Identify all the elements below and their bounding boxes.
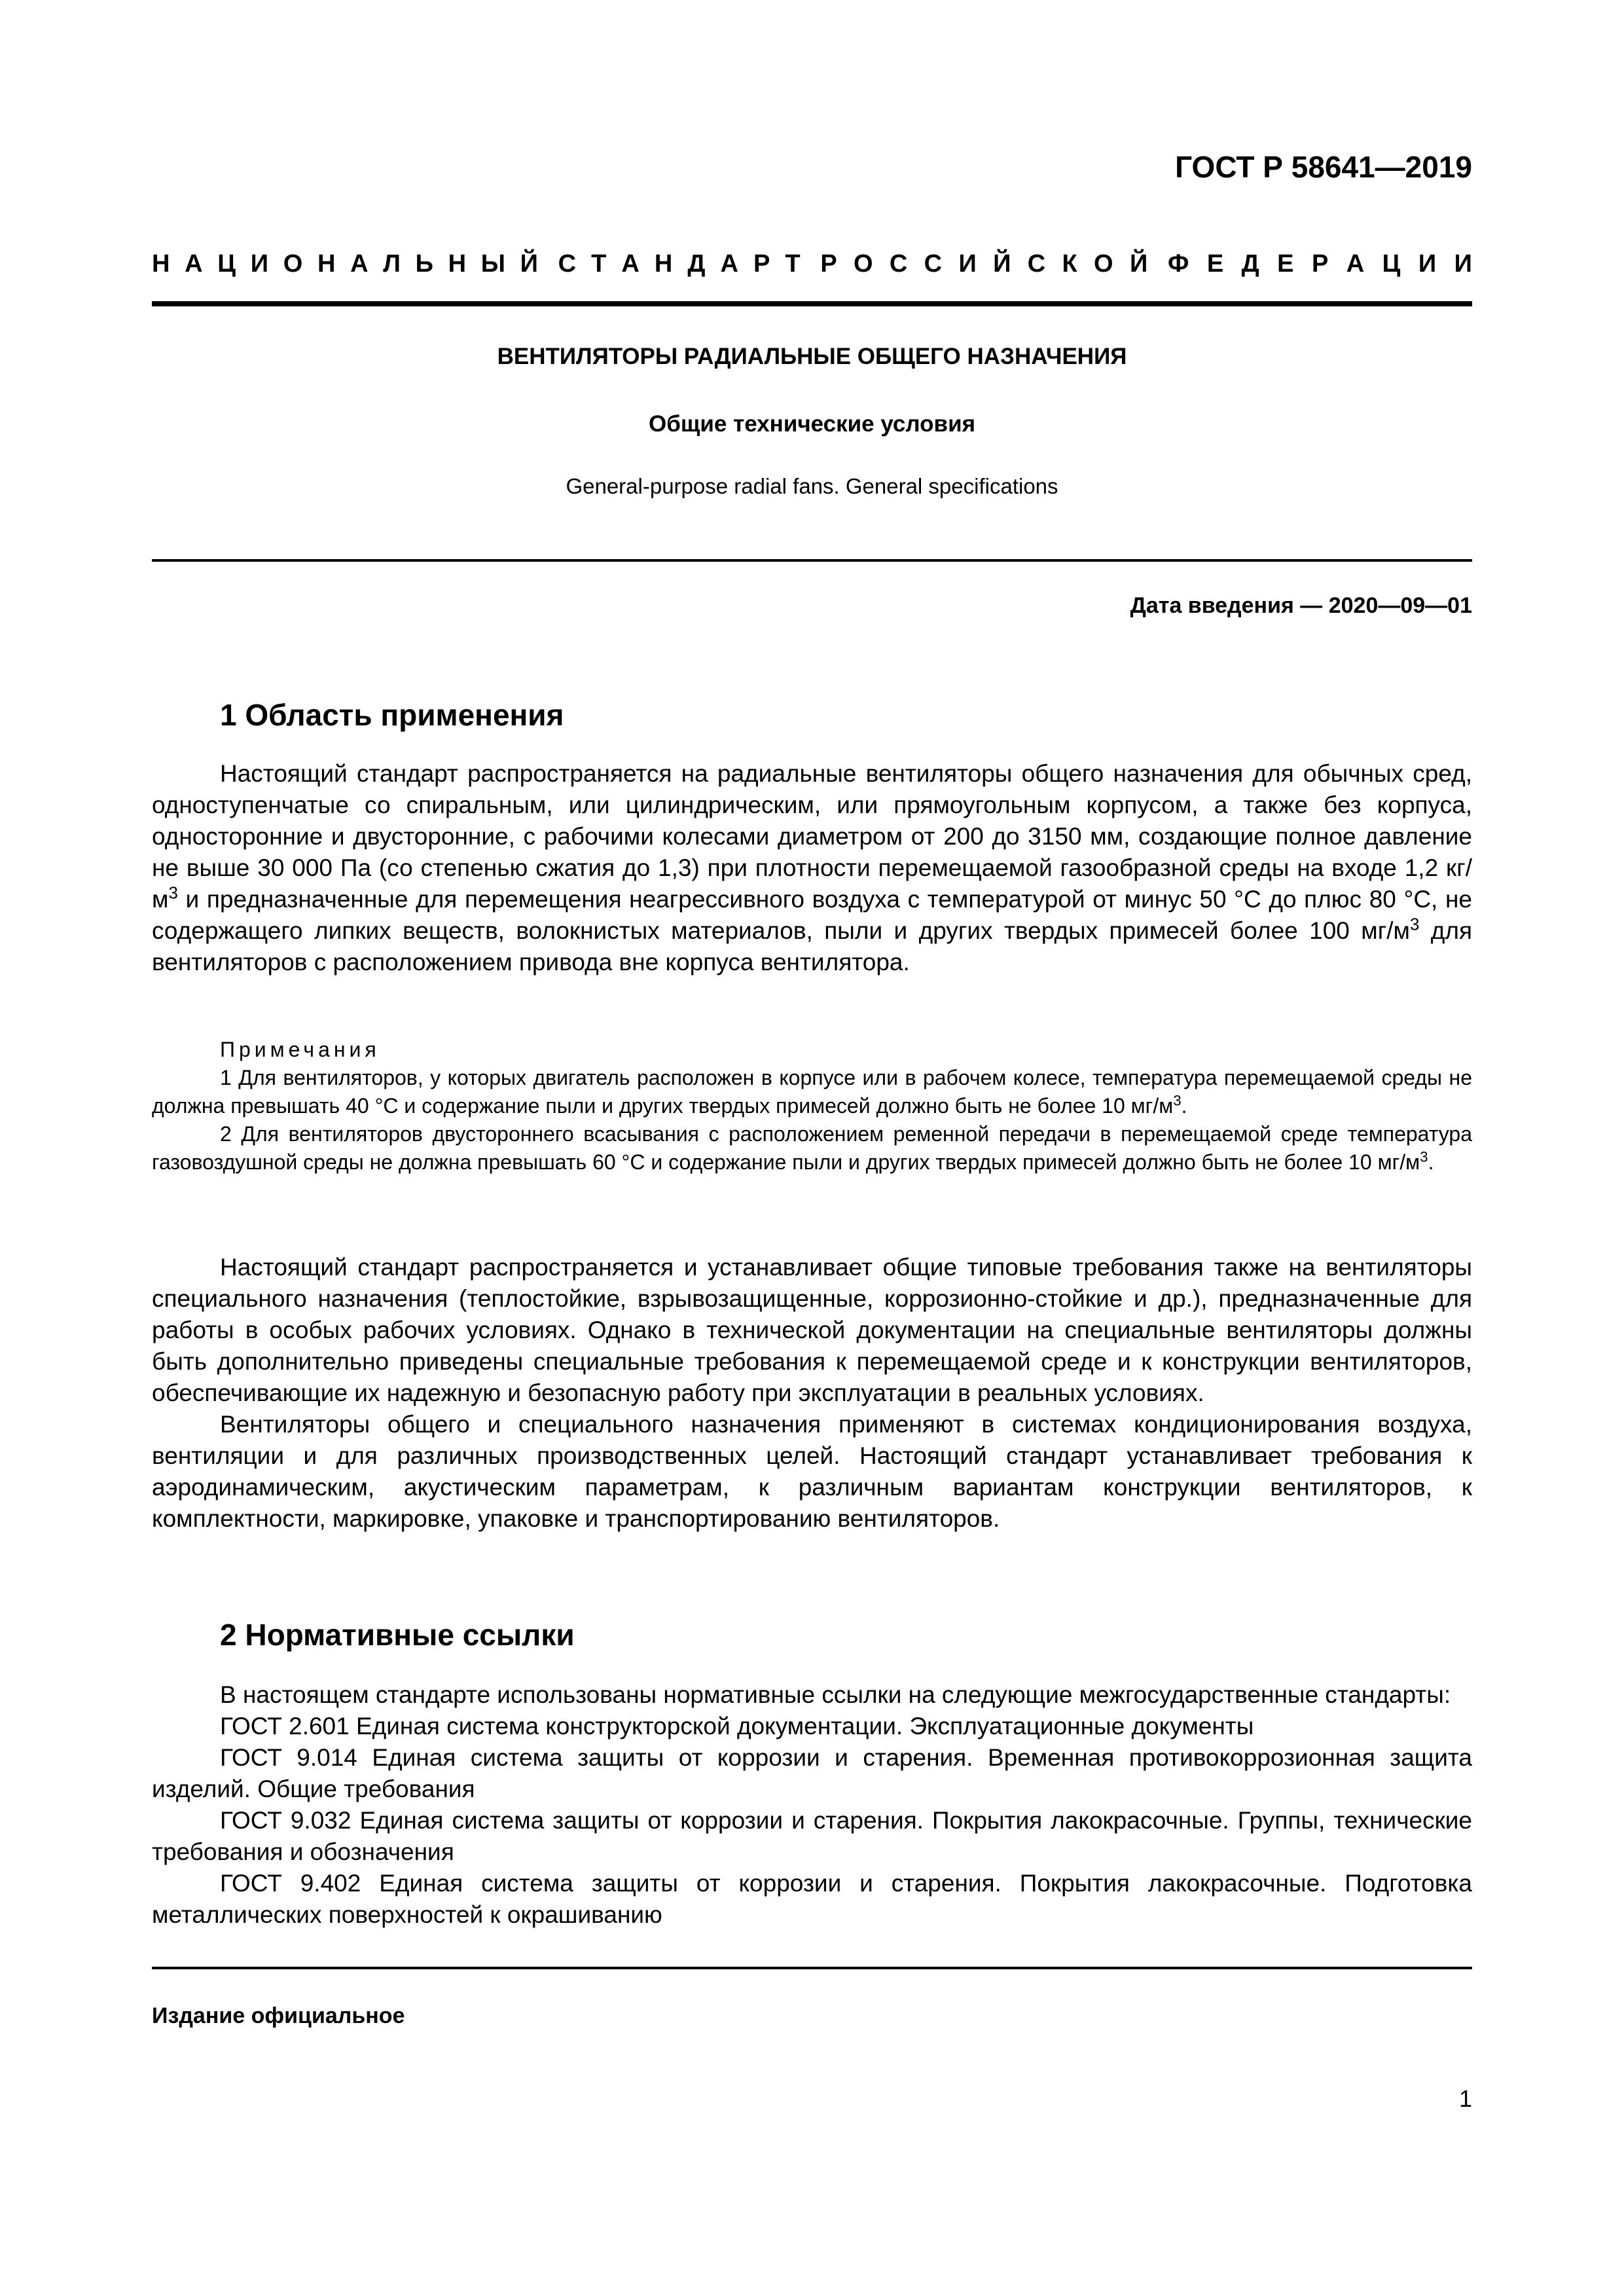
banner-letter: Ф <box>1167 250 1189 278</box>
page-number: 1 <box>1458 2085 1472 2112</box>
standard-code: ГОСТ Р 58641—2019 <box>1175 150 1472 184</box>
banner-letter: А <box>185 250 203 278</box>
superscript: 3 <box>1409 915 1420 934</box>
banner-letter: Н <box>152 250 170 278</box>
text-run: . <box>1181 1094 1187 1118</box>
banner-letter: Д <box>687 250 706 278</box>
banner-letter: Т <box>785 250 801 278</box>
banner-letter: И <box>958 250 977 278</box>
banner-letter: Ы <box>480 250 505 278</box>
note-2 <box>152 1120 1472 1176</box>
banner-letter: Ц <box>217 250 236 278</box>
banner-letter: Й <box>520 250 538 278</box>
section-1-notes <box>152 1036 1472 1176</box>
banner-letter: А <box>621 250 640 278</box>
banner-letter: Е <box>1206 250 1224 278</box>
superscript: 3 <box>1173 1092 1182 1109</box>
official-edition-label: Издание официальное <box>152 2003 405 2028</box>
reference-item: ГОСТ 9.014 Единая система защиты от коррозии и старения. Временная противокоррозионная защита изделий. Общие требования <box>152 1744 1472 1802</box>
section-1-paragraph-2: Настоящий стандарт распространяется и устанавливает общие типовые требования также на вентиляторы специального назначения (теплостойкие, взрывозащищенные, коррозионно-стойкие и др.), предназначенные для работы в особых рабочих условиях. Однако в технической документации на специальные вентиляторы должны быть дополнительно приведены специальные требования к перемещаемой среде и к конструкции вентиляторов, обеспечивающие их надежную и безопасную работу при эксплуатации в реальных условиях. <box>152 1254 1472 1406</box>
paragraph-text <box>152 758 1472 978</box>
banner-letter: С <box>889 250 908 278</box>
introduction-date: Дата введения — 2020—09—01 <box>1130 593 1472 618</box>
title-divider <box>152 559 1472 562</box>
section-1-heading: 1 Область применения <box>220 698 564 732</box>
banner-letter: Н <box>448 250 467 278</box>
footer-divider <box>152 1967 1472 1969</box>
banner-letter: Д <box>1241 250 1259 278</box>
banner-letter: И <box>1454 250 1472 278</box>
reference-item: ГОСТ 9.032 Единая система защиты от коррозии и старения. Покрытия лакокрасочные. Группы, технические требования и обозначения <box>152 1807 1472 1865</box>
section-2-heading: 2 Нормативные ссылки <box>220 1618 575 1652</box>
text-run: . <box>1428 1150 1434 1174</box>
banner-letter: Ц <box>1382 250 1401 278</box>
section-1-body <box>152 1252 1472 1535</box>
banner-word <box>820 250 1147 278</box>
banner-letter: Й <box>1129 250 1148 278</box>
document-title: ВЕНТИЛЯТОРЫ РАДИАЛЬНЫЕ ОБЩЕГО НАЗНАЧЕНИЯ <box>497 344 1127 369</box>
banner-letter: С <box>924 250 943 278</box>
banner-letter: К <box>1062 250 1077 278</box>
reference-item: ГОСТ 2.601 Единая система конструкторской документации. Эксплуатационные документы <box>220 1713 1254 1740</box>
banner-letter: Р <box>1311 250 1329 278</box>
section-2-intro: В настоящем стандарте использованы нормативные ссылки на следующие межгосударственные стандарты: <box>220 1681 1451 1708</box>
banner-letter: О <box>283 250 303 278</box>
superscript: 3 <box>168 884 178 903</box>
text-run: 1 Для вентиляторов, у которых двигатель расположен в корпусе или в рабочем колесе, температура перемещаемой среды не должна превышать 40 °С и содержание пыли и других твердых примесей должно быть не более 10 мг/м <box>152 1066 1472 1118</box>
banner-letter: И <box>250 250 269 278</box>
banner-word <box>1168 250 1472 278</box>
header-divider <box>152 301 1472 306</box>
banner-letter: С <box>558 250 577 278</box>
banner-letter: О <box>854 250 873 278</box>
banner-letter: О <box>1094 250 1113 278</box>
text-run: для вентиляторов с расположением привода вне корпуса вентилятора. <box>152 917 1472 975</box>
note-1 <box>152 1064 1472 1120</box>
banner-letter: Й <box>993 250 1011 278</box>
notes-heading: Примечания <box>220 1038 380 1061</box>
text-run: и предназначенные для перемещения неагрессивного воздуха с температурой от минус 50 °С до плюс 80 °С, не содержащего липких веществ, волокнистых материалов, пыли и других твердых примесей более 100 мг/м <box>152 886 1472 944</box>
text-run: Настоящий стандарт распространяется на радиальные вентиляторы общего назначения для обычных сред, одноступенчатые со спиральным, или цилиндрическим, или прямоугольным корпусом, а также без корпуса, односторонние и двусторонние, с рабочими колесами диаметром от 200 до 3150 мм, создающие полное давление не выше 30 000 Па (со степенью сжатия до 1,3) при плотности перемещаемой газообразной среды на входе 1,2 кг/м <box>152 760 1472 913</box>
banner-letter: Н <box>317 250 336 278</box>
banner-word <box>558 250 801 278</box>
banner-letter: Т <box>591 250 607 278</box>
reference-item: ГОСТ 9.402 Единая система защиты от коррозии и старения. Покрытия лакокрасочные. Подготовка металлических поверхностей к окрашиванию <box>152 1870 1472 1928</box>
banner-letter: С <box>1027 250 1046 278</box>
section-1-paragraph-1 <box>152 758 1472 978</box>
english-title: General-purpose radial fans. General specifications <box>566 474 1058 498</box>
banner-letter: Л <box>383 250 401 278</box>
superscript: 3 <box>1420 1148 1428 1165</box>
banner-letter: Р <box>753 250 770 278</box>
banner-letter: А <box>350 250 369 278</box>
banner-letter: Е <box>1277 250 1294 278</box>
national-standard-banner <box>152 250 1472 278</box>
section-1-paragraph-3: Вентиляторы общего и специального назначения применяют в системах кондиционирования воздуха, вентиляции и для различных производственных целей. Настоящий стандарт устанавливает требования к аэродинамическим, акустическим параметрам, к различным вариантам конструкции вентиляторов, к комплектности, маркировке, упаковке и транспортированию вентиляторов. <box>152 1411 1472 1532</box>
banner-letter: Р <box>820 250 837 278</box>
banner-letter: Ь <box>415 250 433 278</box>
banner-letter: А <box>720 250 738 278</box>
banner-word <box>152 250 538 278</box>
banner-letter: Н <box>654 250 673 278</box>
banner-letter: А <box>1346 250 1365 278</box>
document-subtitle: Общие технические условия <box>648 411 976 437</box>
text-run: 2 Для вентиляторов двустороннего всасывания с расположением ременной передачи в перемещаемой среде температура газовоздушной среды не должна превышать 60 °С и содержание пыли и других твердых примесей должно быть не более 10 мг/м <box>152 1122 1472 1174</box>
section-2-body <box>152 1679 1472 1931</box>
banner-letter: И <box>1418 250 1437 278</box>
